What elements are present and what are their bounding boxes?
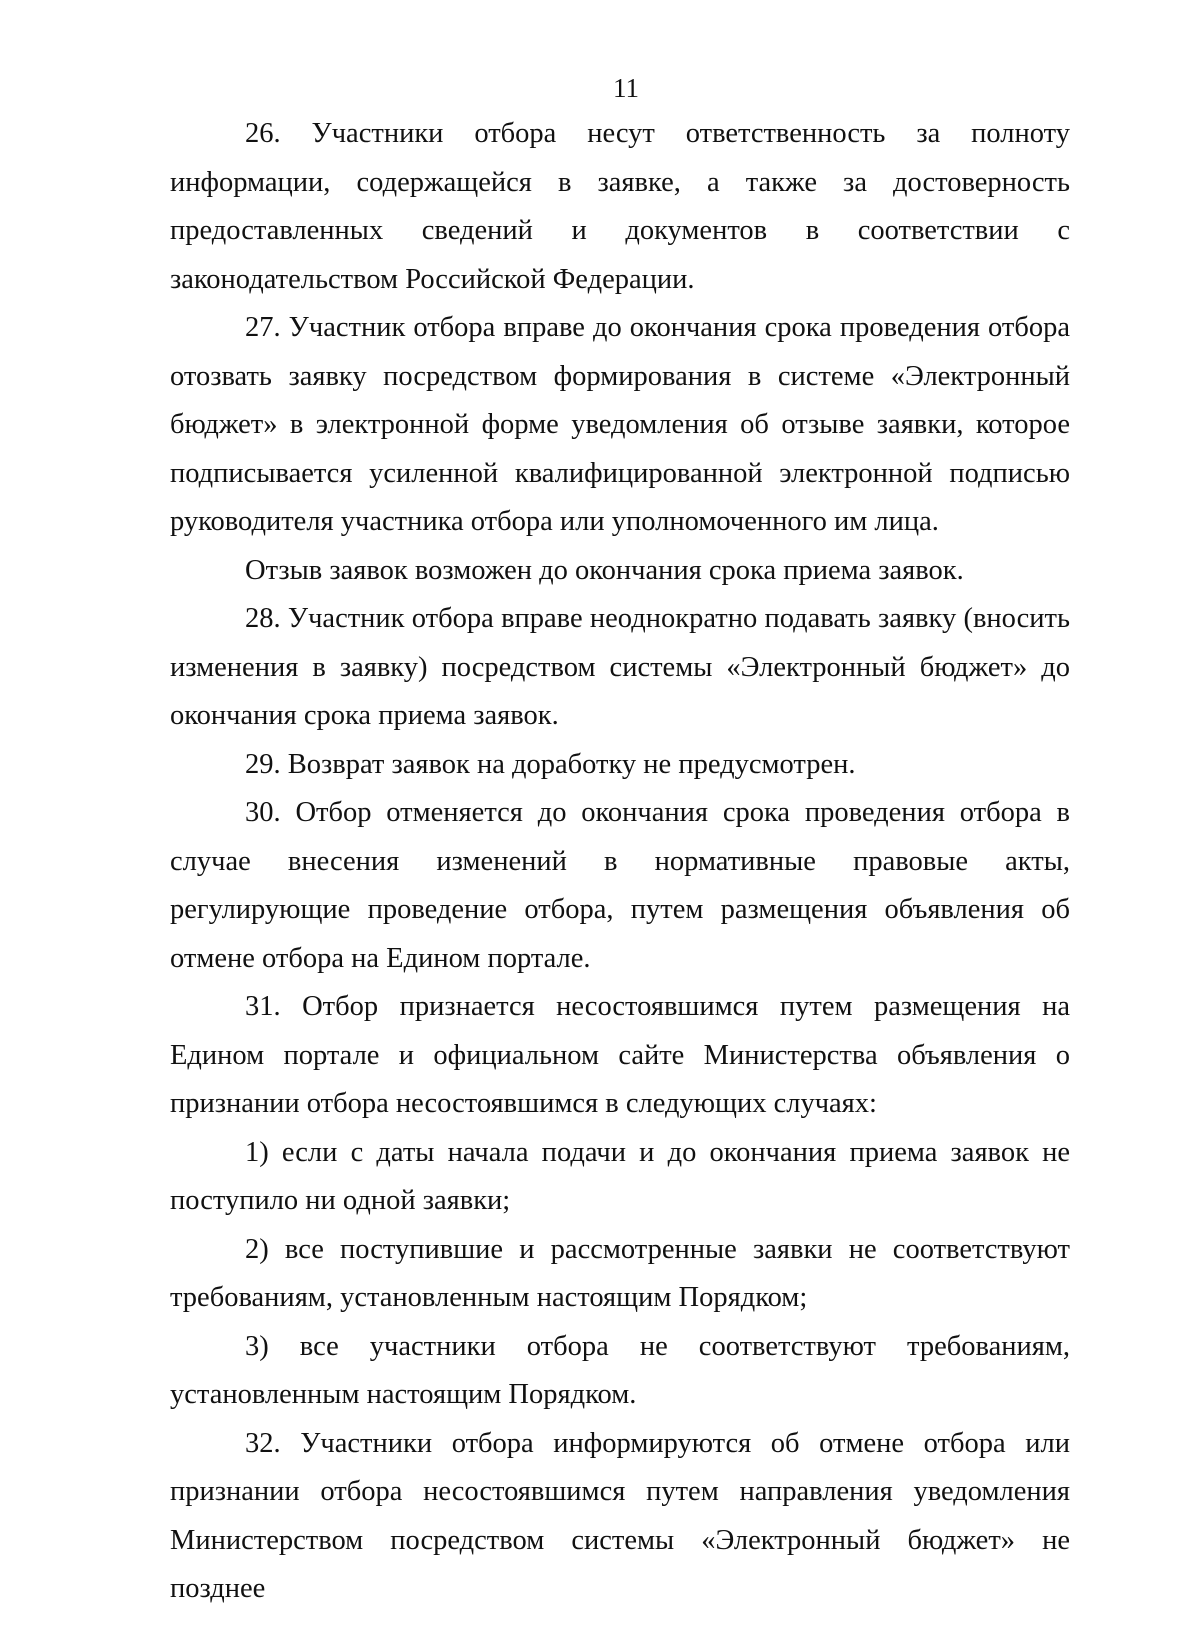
paragraph-31-item-3: 3) все участники отбора не соответствуют требованиям, установленным настоящим Порядком. [170,1330,1070,1410]
paragraph-27: 27. Участник отбора вправе до окончания срока проведения отбора отозвать заявку посредством формирования в системе «Электронный бюджет» в электронной форме уведомления об отзыве заявки, которое подписывается усиленной квалифицированной электронной подписью руководителя участника отбора или уполномоченного им лица. [170,312,1070,537]
paragraph-30: 30. Отбор отменяется до окончания срока проведения отбора в случае внесения изменений в нормативные правовые акты, регулирующие проведение отбора, путем размещения объявления об отмене отбора на Едином портале. [170,797,1070,974]
page-number: 11 [613,73,639,103]
paragraph-32: 32. Участники отбора информируются об отмене отбора или признании отбора несостоявшимся путем направления уведомления Министерством посредством системы «Электронный бюджет» не позднее [170,1427,1070,1604]
paragraph-31: 31. Отбор признается несостоявшимся путем размещения на Едином портале и официальном сайте Министерства объявления о признании отбора несостоявшимся в следующих случаях: [170,991,1070,1119]
paragraph-31-item-2: 2) все поступившие и рассмотренные заявки не соответствуют требованиям, установленным настоящим Порядком; [170,1233,1070,1313]
paragraph-29: 29. Возврат заявок на доработку не предусмотрен. [245,748,856,780]
paragraph-27-note: Отзыв заявок возможен до окончания срока приема заявок. [245,554,964,586]
paragraph-28: 28. Участник отбора вправе неоднократно подавать заявку (вносить изменения в заявку) посредством системы «Электронный бюджет» до окончания срока приема заявок. [170,603,1070,731]
document-body [170,110,1070,1614]
paragraph-26: 26. Участники отбора несут ответственность за полноту информации, содержащейся в заявке, а также за достоверность предоставленных сведений и документов в соответствии с законодательством Российской Федерации. [170,118,1070,295]
paragraph-31-item-1: 1) если с даты начала подачи и до окончания приема заявок не поступило ни одной заявки; [170,1136,1070,1216]
